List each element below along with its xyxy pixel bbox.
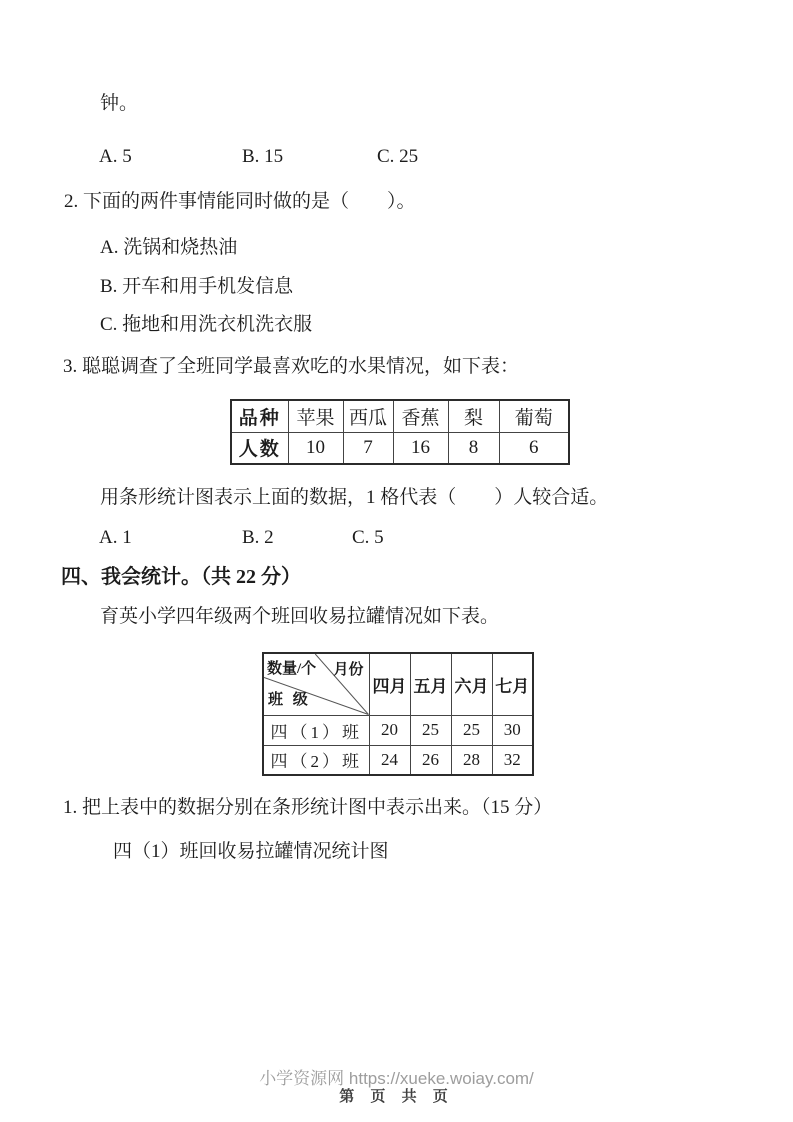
cans-row-class1 bbox=[263, 715, 533, 745]
fruit-row1-label: 品种 bbox=[231, 400, 288, 432]
fruit-count-grape: 6 bbox=[499, 432, 569, 464]
cans-class2-label: 四（2）班 bbox=[263, 745, 369, 775]
footer-page-number: 第 页 共 页 bbox=[339, 1088, 454, 1105]
q2-stem: 2. 下面的两件事情能同时做的是（ ）。 bbox=[64, 191, 416, 212]
cans-class1-june: 25 bbox=[451, 715, 492, 745]
q3-stem: 3. 聪聪调查了全班同学最喜欢吃的水果情况，如下表： bbox=[63, 356, 520, 377]
fruit-col-banana: 香蕉 bbox=[393, 400, 448, 432]
fruit-header-row bbox=[231, 400, 569, 432]
section4-q1: 1. 把上表中的数据分别在条形统计图中表示出来。（15 分） bbox=[63, 797, 553, 818]
fruit-col-watermelon: 西瓜 bbox=[343, 400, 393, 432]
fruit-col-apple: 苹果 bbox=[288, 400, 343, 432]
q2-option-a: A. 洗锅和烧热油 bbox=[100, 237, 238, 258]
section4-heading: 四、我会统计。（共 22 分） bbox=[61, 566, 301, 588]
q1-option-c: C. 25 bbox=[377, 146, 419, 167]
fruit-count-row bbox=[231, 432, 569, 464]
cans-class1-label: 四（1）班 bbox=[263, 715, 369, 745]
section4-intro: 育英小学四年级两个班回收易拉罐情况如下表。 bbox=[100, 606, 500, 627]
corner-quantity-label: 数量/个 bbox=[267, 661, 317, 677]
q2-option-b: B. 开车和用手机发信息 bbox=[100, 276, 294, 297]
cans-corner-cell bbox=[263, 653, 369, 715]
q1-option-a: A. 5 bbox=[99, 146, 132, 167]
cans-class2-june: 28 bbox=[451, 745, 492, 775]
q3-followup: 用条形统计图表示上面的数据，1 格代表（ ）人较合适。 bbox=[100, 487, 609, 508]
q3-option-a: A. 1 bbox=[99, 527, 132, 548]
fruit-count-watermelon: 7 bbox=[343, 432, 393, 464]
footer-site-link[interactable]: 小学资源网 https://xueke.woiay.com/ bbox=[259, 1069, 534, 1088]
cans-class2-april: 24 bbox=[369, 745, 410, 775]
fruit-count-apple: 10 bbox=[288, 432, 343, 464]
cans-row-class2 bbox=[263, 745, 533, 775]
corner-month-label: 月份 bbox=[333, 662, 364, 678]
cans-class1-april: 20 bbox=[369, 715, 410, 745]
cans-class1-may: 25 bbox=[410, 715, 451, 745]
fruit-row2-label: 人数 bbox=[231, 432, 288, 464]
cans-col-april: 四月 bbox=[369, 653, 410, 715]
corner-class-label: 班 级 bbox=[268, 691, 311, 708]
cans-class1-july: 30 bbox=[492, 715, 533, 745]
fruit-survey-table bbox=[230, 399, 570, 465]
cans-col-july: 七月 bbox=[492, 653, 533, 715]
q1-option-b: B. 15 bbox=[242, 146, 284, 167]
cans-class2-july: 32 bbox=[492, 745, 533, 775]
fruit-count-banana: 16 bbox=[393, 432, 448, 464]
fruit-col-pear: 梨 bbox=[448, 400, 499, 432]
fruit-count-pear: 8 bbox=[448, 432, 499, 464]
cans-col-june: 六月 bbox=[451, 653, 492, 715]
q3-option-b: B. 2 bbox=[242, 527, 274, 548]
cans-class2-may: 26 bbox=[410, 745, 451, 775]
q2-option-c: C. 拖地和用洗衣机洗衣服 bbox=[100, 314, 313, 335]
q3-option-c: C. 5 bbox=[352, 527, 384, 548]
chart-caption: 四（1）班回收易拉罐情况统计图 bbox=[113, 841, 389, 862]
fruit-col-grape: 葡萄 bbox=[499, 400, 569, 432]
cans-col-may: 五月 bbox=[410, 653, 451, 715]
continuation-line: 钟。 bbox=[100, 93, 139, 114]
cans-header-row bbox=[263, 653, 533, 715]
can-recycling-table bbox=[262, 652, 534, 776]
